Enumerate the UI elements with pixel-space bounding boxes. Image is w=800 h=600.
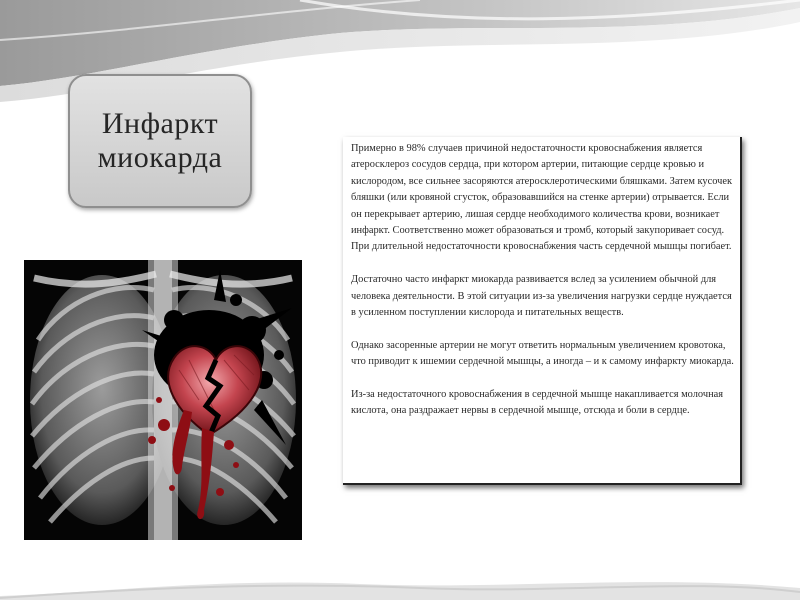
paragraph-4: Из-за недостаточного кровоснабжения в сердечной мышце накапливается молочная кислота, она раздражает нервы в сердечной мышце, отсюда и боли в сердце. xyxy=(351,389,724,417)
slide-title xyxy=(98,107,223,175)
paragraph-1: Примерно в 98% случаев причиной недостаточности кровоснабжения является атеросклероз сосудов сердца, при котором артерии, питающие сердце кровью и кислородом, все сильнее засоряются атеросклеротическими бляшками. Затем кусочек бляшки (или кровяной сгусток, образовавшийся на стенке артерии) отрывается. Если он перекрывает артерию, лишая сердце необходимого количества крови, возникает инфаркт. Соответственно может образоваться и тромб, который закупоривает сосуд. При длительной недостаточности кровоснабжения часть сердечной мышцы погибает. xyxy=(351,143,733,253)
title-line-2: миокарда xyxy=(97,141,223,174)
title-line-1: Инфаркт xyxy=(101,107,219,140)
paragraph-2: Достаточно часто инфаркт миокарда развивается вслед за усилением обычной для человека деятельности. В этой ситуации из-за увеличения нагрузки сердце нуждается в усиленном поступлении кислорода и питательных веществ. xyxy=(351,274,732,319)
paragraph-3: Однако засоренные артерии не могут ответить нормальным увеличением кровотока, что приводит к ишемии сердечной мышцы, а иногда – и к самому инфаркту миокарда. xyxy=(351,339,734,368)
text-content-card xyxy=(343,137,742,485)
slide-title-box xyxy=(68,74,252,208)
xray-broken-heart-image xyxy=(24,260,302,540)
